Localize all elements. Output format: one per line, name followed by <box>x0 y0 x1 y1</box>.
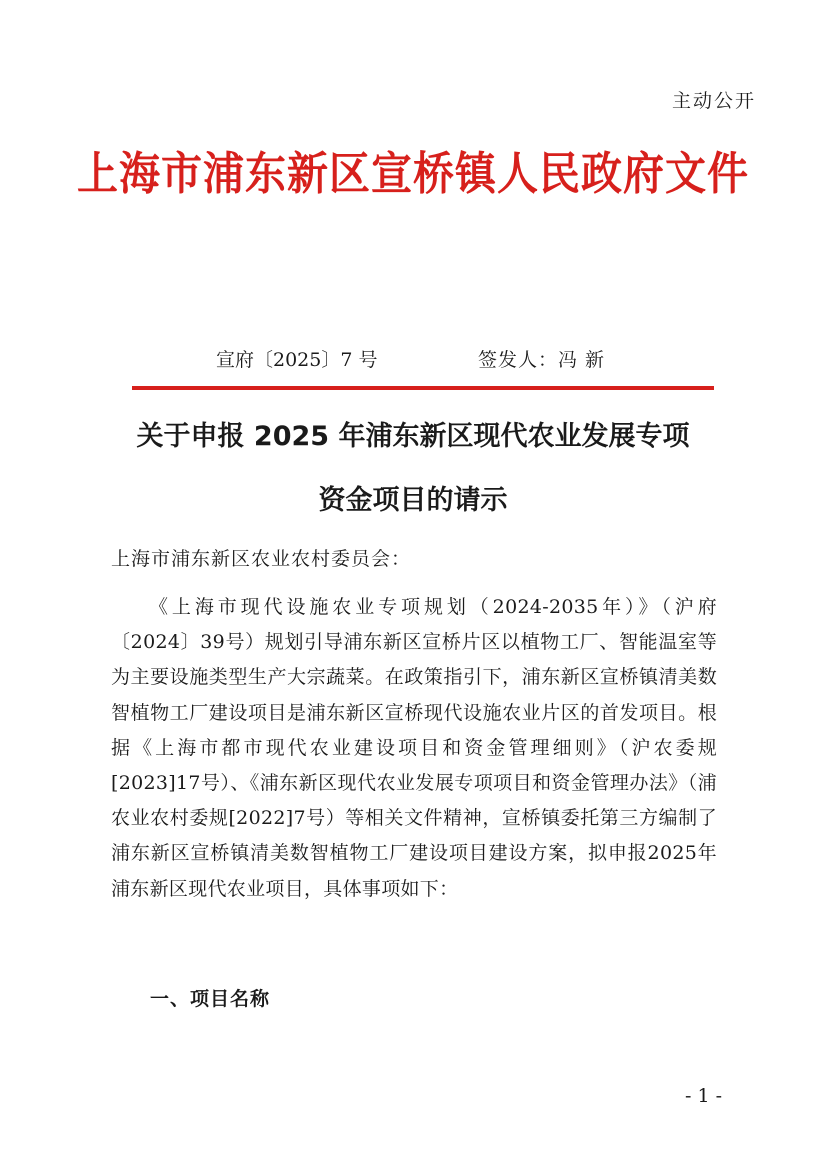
signer: 签发人：冯 新 <box>478 349 606 371</box>
body-paragraph: 《上海市现代设施农业专项规划（2024-2035年）》（沪府〔2024〕39号）规划引导浦东新区宣桥片区以植物工厂、智能温室等为主要设施类型生产大宗蔬菜。在政策指引下，浦东新区宣桥镇清美数智植物工厂建设项目是浦东新区宣桥现代设施农业片区的首发项目。根据《上海市都市现代农业建设项目和资金管理细则》（沪农委规[2023]17号）、《浦东新区现代农业发展专项项目和资金管理办法》（浦农业农村委规[2022]7号）等相关文件精神，宣桥镇委托第三方编制了浦东新区宣桥镇清美数智植物工厂建设项目建设方案，拟申报2025年浦东新区现代农业项目，具体事项如下： <box>111 596 717 900</box>
disclosure-label: 主动公开 <box>671 90 756 112</box>
title-line: 关于申报 2025 年浦东新区现代农业发展专项 <box>136 421 690 452</box>
document-title <box>60 405 766 533</box>
document-masthead: 上海市浦东新区宣桥镇人民政府文件 <box>77 146 749 200</box>
section-heading: 一、项目名称 <box>150 988 271 1010</box>
addressee: 上海市浦东新区农业农村委员会： <box>111 548 412 570</box>
document-number: 宣府〔2025〕7 号 <box>216 349 378 371</box>
title-line: 资金项目的请示 <box>318 485 508 516</box>
red-divider <box>132 386 714 390</box>
page-number: - 1 - <box>684 1085 722 1107</box>
